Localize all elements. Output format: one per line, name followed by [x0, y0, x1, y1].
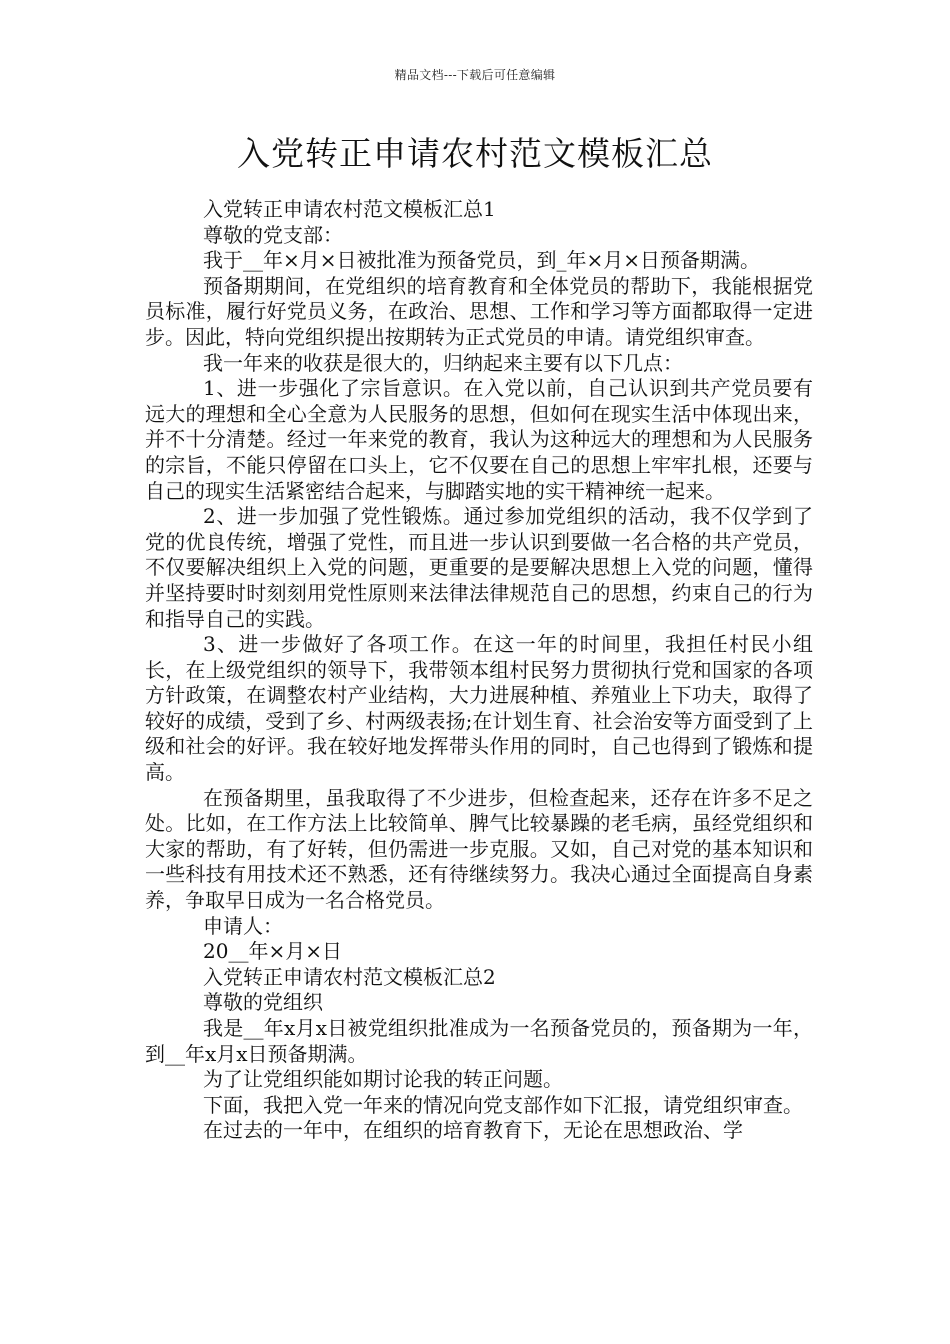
paragraph: 申请人： — [203, 913, 283, 938]
paragraph: 下面，我把入党一年来的情况向党支部作如下汇报，请党组织审查。 — [203, 1092, 803, 1117]
paragraph: 预备期期间，在党组织的培育教育和全体党员的帮助下，我能根据党员标准，履行好党员义务，在政治、思想、工作和学习等方面都取得一定进步。因此，特向党组织提出按期转为正式党员的申请。请党组织审查。 — [145, 273, 813, 349]
paragraph: 尊敬的党支部： — [203, 222, 343, 247]
document-body — [145, 197, 813, 1144]
document-title: 入党转正申请农村范文模板汇总 — [237, 134, 713, 173]
paragraph: 3、进一步做好了各项工作。在这一年的时间里，我担任村民小组长，在上级党组织的领导下，我带领本组村民努力贯彻执行党和国家的各项方针政策，在调整农村产业结构，大力进展种植、养殖业上下功夫，取得了较好的成绩，受到了乡、村两级表扬;在计划生育、社会治安等方面受到了上级和社会的好评。我在较好地发挥带头作用的同时，自己也得到了锻炼和提高。 — [145, 632, 813, 785]
paragraph: 2、进一步加强了党性锻炼。通过参加党组织的活动，我不仅学到了党的优良传统，增强了党性，而且进一步认识到要做一名合格的共产党员，不仅要解决组织上入党的问题，更重要的是要解决思想上入党的问题，懂得并坚持要时时刻刻用党性原则来法律法律规范自己的思想，约束自己的行为和指导自己的实践。 — [145, 504, 813, 631]
paragraph: 我于__年×月×日被批准为预备党员，到_年×月×日预备期满。 — [203, 248, 761, 273]
paragraph: 在过去的一年中，在组织的培育教育下，无论在思想政治、学 — [203, 1118, 743, 1143]
paragraph: 我是__年x月x日被党组织批准成为一名预备党员的，预备期为一年，到__年x月x日预备期满。 — [145, 1016, 813, 1066]
paragraph: 1、进一步强化了宗旨意识。在入党以前，自己认识到共产党员要有远大的理想和全心全意为人民服务的思想，但如何在现实生活中体现出来，并不十分清楚。经过一年来党的教育，我认为这种远大的理想和为人民服务的宗旨，不能只停留在口头上，它不仅要在自己的思想上牢牢扎根，还要与自己的现实生活紧密结合起来，与脚踏实地的实干精神统一起来。 — [145, 376, 813, 503]
paragraph: 入党转正申请农村范文模板汇总1 — [203, 197, 496, 221]
paragraph: 为了让党组织能如期讨论我的转正问题。 — [203, 1067, 563, 1092]
paragraph: 在预备期里，虽我取得了不少进步，但检查起来，还存在许多不足之处。比如，在工作方法上比较简单、脾气比较暴躁的老毛病，虽经党组织和大家的帮助，有了好转，但仍需进一步克服。又如，自己对党的基本知识和一些科技有用技术还不熟悉，还有待继续努力。我决心通过全面提高自身素养，争取早日成为一名合格党员。 — [145, 785, 813, 913]
header-note: 精品文档---下载后可任意编辑 — [394, 68, 556, 82]
paragraph: 我一年来的收获是很大的，归纳起来主要有以下几点： — [203, 350, 683, 375]
paragraph: 尊敬的党组织 — [203, 990, 323, 1015]
paragraph: 入党转正申请农村范文模板汇总2 — [203, 964, 496, 989]
paragraph: 20__年×月×日 — [203, 939, 342, 964]
